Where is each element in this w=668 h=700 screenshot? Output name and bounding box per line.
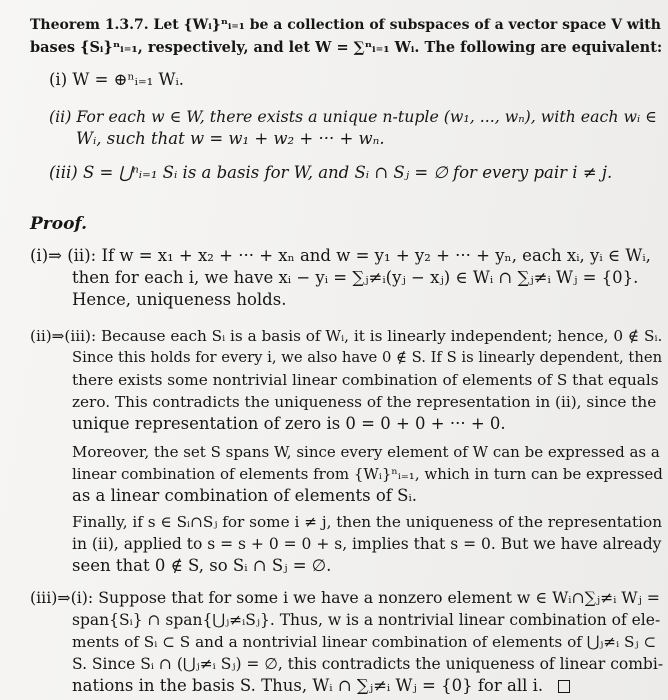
proof-part2-line-2: Since this holds for every i, we also have 0 ∉ S. If S is linearly dependent, then bbox=[72, 349, 663, 366]
theorem-item-ii-line-2: Wᵢ, such that w = w₁ + w₂ + ··· + wₙ. bbox=[76, 129, 385, 148]
proof-part1-line-3: Hence, uniqueness holds. bbox=[72, 290, 287, 309]
proof-part2-line-5: unique representation of zero is 0 = 0 + 0 + ··· + 0. bbox=[72, 414, 506, 433]
proof-part1-line-2: then for each i, we have xᵢ − yᵢ = ∑ⱼ≠ᵢ(yⱼ − xⱼ) ∈ Wᵢ ∩ ∑ⱼ≠ᵢ Wⱼ = {0}. bbox=[72, 268, 639, 287]
proof-part2-line-1: (ii)⇒(iii): Because each Sᵢ is a basis of Wᵢ, it is linearly independent; hence, 0 ∉ Sᵢ. bbox=[30, 327, 663, 345]
theorem-line-2: bases {Sᵢ}ⁿᵢ₌₁, respectively, and let W = ∑ⁿᵢ₌₁ Wᵢ. The following are equivalent: bbox=[30, 39, 663, 56]
theorem-item-iii: (iii) S = ⋃ⁿᵢ₌₁ Sᵢ is a basis for W, and Sᵢ ∩ Sⱼ = ∅ for every pair i ≠ j. bbox=[49, 163, 613, 182]
proof-part5-line-2: span{Sᵢ} ∩ span{⋃ⱼ≠ᵢSⱼ}. Thus, w is a nontrivial linear combination of ele- bbox=[72, 611, 661, 629]
theorem-item-ii-line-1: (ii) For each w ∈ W, there exists a unique n-tuple (w₁, ..., wₙ), with each wᵢ ∈ bbox=[49, 107, 657, 126]
theorem-line-1: Theorem 1.3.7. Let {Wᵢ}ⁿᵢ₌₁ be a collection of subspaces of a vector space V with bbox=[30, 17, 661, 33]
proof-label: Proof. bbox=[30, 214, 88, 234]
proof-part3-line-3: as a linear combination of elements of Sᵢ. bbox=[72, 486, 418, 505]
theorem-item-i: (i) W = ⊕ⁿᵢ₌₁ Wᵢ. bbox=[49, 70, 185, 89]
proof-part2-line-4: zero. This contradicts the uniqueness of the representation in (ii), since the bbox=[72, 393, 657, 411]
proof-part5-line-5: nations in the basis S. Thus, Wᵢ ∩ ∑ⱼ≠ᵢ Wⱼ = {0} for all i. bbox=[72, 676, 544, 695]
qed-square bbox=[558, 680, 570, 693]
proof-part3-line-1: Moreover, the set S spans W, since every element of W can be expressed as a bbox=[72, 443, 660, 461]
proof-part4-line-3: seen that 0 ∉ S, so Sᵢ ∩ Sⱼ = ∅. bbox=[72, 556, 332, 575]
proof-part1-line-1: (i)⇒ (ii): If w = x₁ + x₂ + ··· + xₙ and w = y₁ + y₂ + ··· + yₙ, each xᵢ, yᵢ ∈ Wᵢ, bbox=[30, 246, 651, 265]
proof-part5-line-4: S. Since Sᵢ ∩ (⋃ⱼ≠ᵢ Sⱼ) = ∅, this contradicts the uniqueness of linear combi- bbox=[72, 655, 664, 673]
proof-part5-line-3: ments of Sᵢ ⊂ S and a nontrivial linear combination of elements of ⋃ⱼ≠ᵢ Sⱼ ⊂ bbox=[72, 633, 657, 651]
proof-part5-line-1: (iii)⇒(i): Suppose that for some i we have a nonzero element w ∈ Wᵢ∩∑ⱼ≠ᵢ Wⱼ = bbox=[30, 588, 660, 607]
proof-part4-line-2: in (ii), applied to s = s + 0 = 0 + s, implies that s = 0. But we have already bbox=[72, 535, 662, 553]
proof-part3-line-2: linear combination of elements from {Wᵢ}ⁿᵢ₌₁, which in turn can be expressed bbox=[72, 465, 663, 483]
proof-part2-line-3: there exists some nontrivial linear combination of elements of S that equals bbox=[72, 371, 659, 389]
proof-part4-line-1: Finally, if s ∈ Sᵢ∩Sⱼ for some i ≠ j, then the uniqueness of the representation bbox=[72, 513, 663, 531]
